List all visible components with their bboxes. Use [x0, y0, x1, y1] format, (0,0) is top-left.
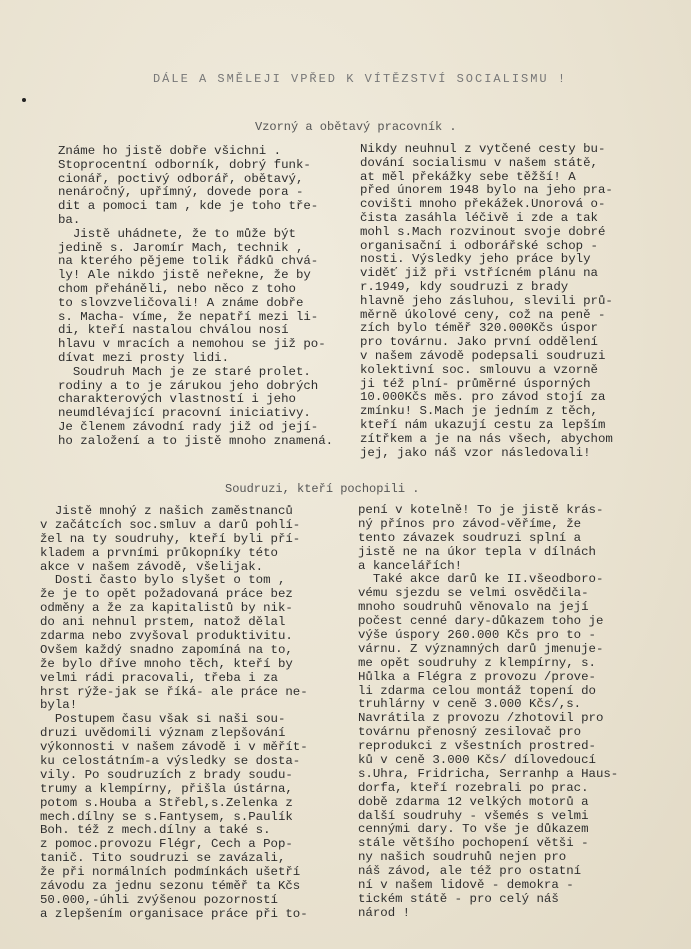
text-line: Nikdy neuhnul z vytčené cesty bu-: [360, 143, 606, 156]
text-line: továrnu přenosný zesilovač pro: [358, 726, 582, 740]
text-line: organisační i odborářské schop -: [360, 239, 598, 253]
text-line: závodu za jednu sezonu téměř ta Kčs: [40, 880, 301, 894]
text-line: měrně úkolové ceny, což na peně -: [360, 308, 606, 322]
text-line: chom přeháněli, nebo něco z toho: [58, 282, 296, 296]
text-line: tento závazek soudruzi splní a: [358, 531, 582, 545]
text-line: jedině s. Jaromír Mach, technik ,: [58, 241, 304, 255]
text-line: Boh. též z mech.dílny a také s.: [40, 824, 271, 838]
text-line: tickém státě - pro celý náš: [358, 892, 559, 906]
ink-dot: [22, 98, 26, 102]
text-line: ku celostátním-a výsledky se dosta-: [40, 755, 301, 769]
text-line: do ani nehnul prstem, natož dělal: [40, 616, 286, 630]
text-line: vému sjezdu se velmi osvědčila-: [358, 587, 589, 601]
text-line: ly! Ale nikdo jistě neřekne, že by: [58, 269, 311, 283]
text-line: ný přínos pro závod-věříme, že: [358, 517, 582, 531]
text-line: ho založení a to jistě mnoho znamená.: [58, 434, 334, 448]
text-line: hrst rýže-jak se říká- ale práce ne-: [40, 685, 308, 699]
text-line: velmi rádi pracovali, třeba i za: [40, 671, 278, 685]
text-line: zdarma nebo zvyšoval produktivitu.: [40, 630, 293, 644]
text-line: r.1949, kdy soudruzi z brady: [360, 280, 569, 294]
text-line: druzi uvědomili význam zlepšování: [40, 727, 286, 741]
text-line: před únorem 1948 bylo na jeho pra-: [360, 184, 613, 198]
text-line: neumdlévající pracovní iniciativy.: [58, 407, 311, 421]
section1-column-right: [360, 143, 660, 460]
text-line: kladem a prvními průkopníky této: [40, 546, 278, 560]
section2-column-right: [358, 504, 668, 921]
section1-title: Vzorný a obětavý pracovník .: [255, 120, 457, 134]
text-line: viděť již při vstřícném plánu na: [360, 267, 598, 281]
text-line: kteří nám ukazují cestu za lepším: [360, 418, 606, 432]
text-line: di, kteří nastalou chválou nosí: [58, 324, 289, 338]
text-line: Soudruh Mach je ze staré prolet.: [58, 365, 311, 379]
text-line: výše úspory 260.000 Kčs pro to -: [358, 629, 596, 643]
text-line: trumy a klempírny, přišla ústárna,: [40, 782, 293, 796]
text-line: charakterových vlastností i jeho: [58, 393, 296, 407]
text-line: ny našich soudruhů nejen pro: [358, 851, 567, 865]
text-line: 10.000Kčs měs. pro závod stojí za: [360, 391, 606, 405]
text-line: na kterého pějeme tolik řádků chvá-: [58, 255, 319, 269]
text-line: nenáročný, upřímný, dovede pora -: [58, 186, 304, 200]
section2-column-left: [40, 505, 345, 922]
text-line: dit a pomoci tam , kde je toho tře-: [58, 200, 319, 214]
text-line: další soudruhy - všemés s velmi: [358, 809, 589, 823]
text-line: dívat mezi prosty lidi.: [58, 351, 230, 365]
text-line: li zdarma celou montáž topení do: [358, 684, 596, 698]
text-line: že při normálních podmínkách ušetří: [40, 866, 301, 880]
text-line: jistě ne na úkor tepla v dílnách: [358, 545, 596, 559]
text-line: výkonnosti v našem závodě i v měřít-: [40, 741, 308, 755]
text-line: zítřkem a je na nás všech, abychom: [360, 432, 613, 446]
text-line: počest cenné dary-důkazem toho je: [358, 615, 604, 629]
text-line: ků v ceně 3.000 Kčs/ dílovedoucí: [358, 754, 596, 768]
text-line: v našem závodě podepsali soudruzi: [360, 349, 606, 363]
text-line: náš závod, ale též pro ostatní: [358, 865, 582, 879]
text-line: ba.: [58, 213, 81, 227]
text-line: žel na ty soudruhy, kteří byli pří-: [40, 532, 301, 546]
text-line: Hůlka a Flégra z provozu /prove-: [358, 670, 596, 684]
text-line: hlavu v mracích a nemohou se již po-: [58, 338, 326, 352]
text-line: že bylo dříve mnoho těch, kteří by: [40, 657, 293, 671]
text-line: dování socialismu v našem státě,: [360, 156, 598, 170]
text-line: vily. Po soudruzích z brady soudu-: [40, 768, 293, 782]
text-line: mech.dílny se s.Fantysem, s.Paulík: [40, 810, 293, 824]
text-line: me opět soudruhy z klempírny, s.: [358, 656, 596, 670]
text-line: Navrátila z provozu /zhotovil pro: [358, 712, 604, 726]
text-line: ní v našem lidově - demokra -: [358, 879, 574, 893]
text-line: Ovšem každý snadno zapomíná na to,: [40, 643, 293, 657]
text-line: Jistě uhádnete, že to může být: [58, 227, 296, 241]
text-line: covišti mnoho překážek.Únorová o-: [360, 198, 606, 212]
text-line: zích bylo téměř 320.000Kčs úspor: [360, 322, 598, 336]
text-line: Stoprocentní odborník, dobrý funk-: [58, 158, 311, 172]
text-line: stále většího pochopení větši -: [358, 837, 589, 851]
text-line: s.Uhra, Fridricha, Serranhp a Haus-: [358, 767, 619, 781]
text-line: a zlepšením organisace práce při to-: [40, 907, 308, 921]
text-line: 50.000,-úhli zvýšenou pozorností: [40, 893, 278, 907]
text-line: nosti. Výsledky jeho práce byly: [360, 253, 591, 267]
text-line: reprodukci z všestních prostred-: [358, 740, 596, 754]
text-line: národ !: [358, 906, 411, 920]
text-line: že je to opět požadovaná práce bez: [40, 588, 293, 602]
text-line: kolektivní soc. smlouvu a vzorně: [360, 363, 598, 377]
text-line: Také akce darů ke II.všeodboro-: [358, 573, 604, 587]
text-line: Je členem závodní rady již od její-: [58, 420, 319, 434]
section1-column-left: [58, 145, 348, 449]
text-line: byla!: [40, 699, 78, 713]
text-line: cennými dary. To vše je důkazem: [358, 823, 589, 837]
text-line: várnu. Z významných darů jmenuje-: [358, 642, 604, 656]
text-line: at měl překážky sebe těžší! A: [360, 170, 576, 184]
text-line: ji též plní- průměrné úsporných: [360, 377, 591, 391]
text-line: s. Macha- víme, že nepatří mezi li-: [58, 310, 319, 324]
text-line: a kancelářích!: [358, 559, 463, 573]
text-line: Dosti často bylo slyšet o tom ,: [40, 574, 286, 588]
text-line: době zdarma 12 velkých motorů a: [358, 795, 589, 809]
text-line: akce v našem závodě, všelijak.: [40, 560, 264, 574]
text-line: z pomoc.provozu Flégr, Čech a Pop-: [40, 838, 293, 852]
text-line: cionář, poctivý odborář, obětavý,: [58, 172, 304, 186]
text-line: jej, jako náš vzor následovali!: [360, 446, 591, 460]
text-line: Postupem času však si naši sou-: [40, 713, 286, 727]
text-line: to slovzveličovali! A známe dobře: [58, 296, 304, 310]
text-line: Jistě mnohý z našich zaměstnanců: [40, 505, 293, 518]
text-line: odměny a že za kapitalistů by nik-: [40, 602, 293, 616]
text-line: rodiny a to je zárukou jeho dobrých: [58, 379, 319, 393]
text-line: mnoho soudruhů věnovalo na její: [358, 601, 589, 615]
text-line: zmínku! S.Mach je jedním z těch,: [360, 405, 598, 419]
section2-title: Soudruzi, kteří pochopili .: [225, 482, 420, 496]
text-line: mohl s.Mach rozvinout svoje dobré: [360, 225, 606, 239]
text-line: čista zasáhla léčivě i zde a tak: [360, 211, 598, 225]
text-line: v začátcích soc.smluv a darů pohlí-: [40, 518, 301, 532]
text-line: truhlárny v ceně 3.000 Kčs/,s.: [358, 698, 582, 712]
text-line: Známe ho jistě dobře všichni .: [58, 145, 282, 158]
text-line: pení v kotelně! To je jistě krás-: [358, 504, 604, 517]
text-line: pro továrnu. Jako první oddělení: [360, 336, 598, 350]
text-line: tanič. Tito soudruzi se zavázali,: [40, 852, 286, 866]
text-line: hlavně jeho zásluhou, slevili prů-: [360, 294, 613, 308]
text-line: dorfa, kteří rozebrali po prac.: [358, 781, 589, 795]
text-line: potom s.Houba a Střebl,s.Zelenka z: [40, 796, 293, 810]
headline: DÁLE A SMĚLEJI VPŘED K VÍTĚZSTVÍ SOCIALISMU !: [152, 72, 568, 86]
